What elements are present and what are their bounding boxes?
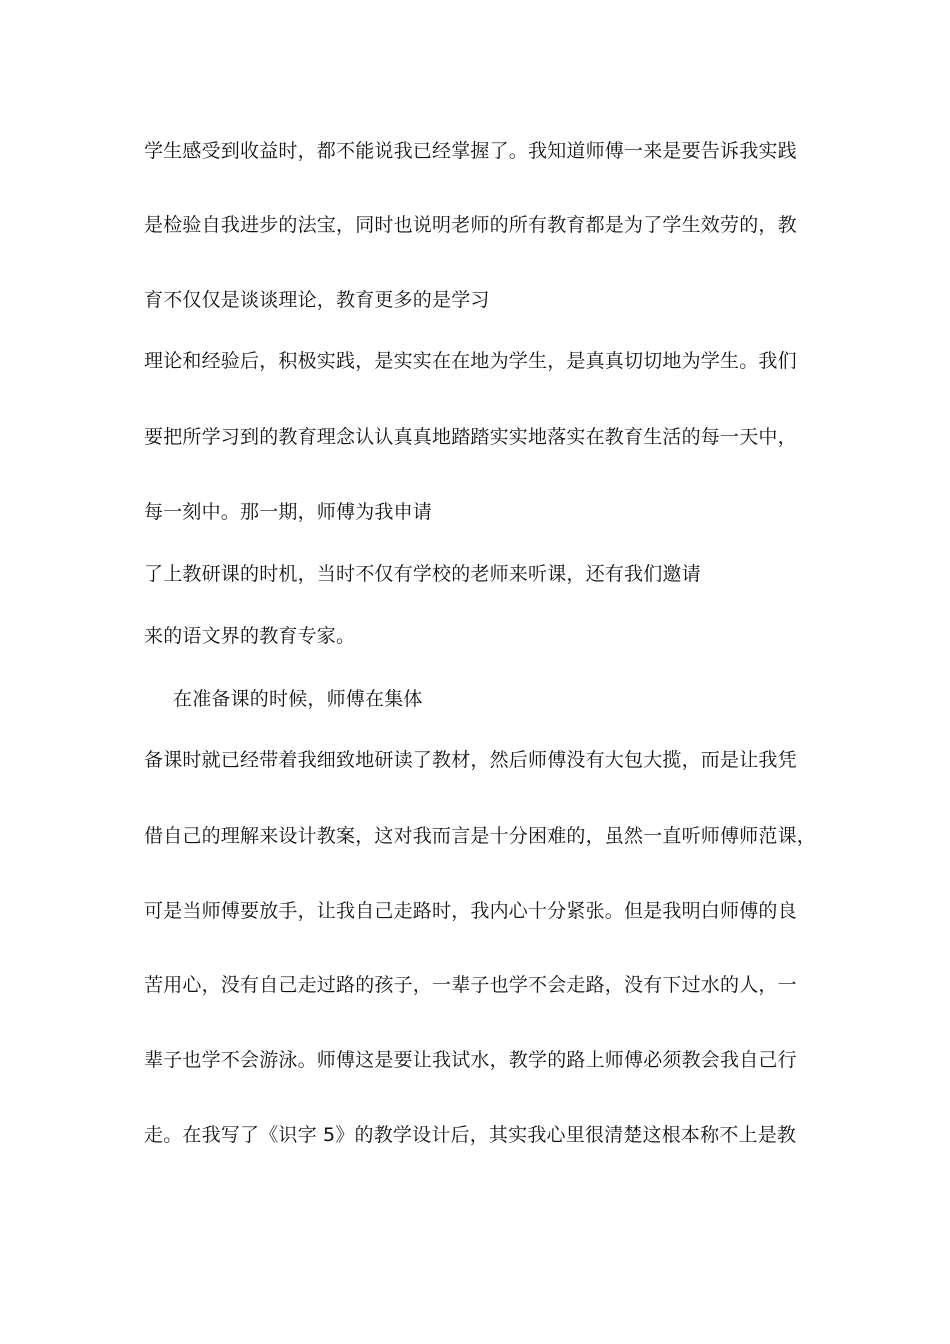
text-line: 走。在我写了《识字 5》的教学设计后，其实我心里很清楚这根本称不上是教 (144, 1124, 797, 1146)
text-line: 每一刻中。那一期，师傅为我申请 (144, 501, 433, 523)
text-line: 是检验自我进步的法宝，同时也说明老师的所有教育都是为了学生效劳的，教 (144, 214, 797, 236)
text-line: 辈子也学不会游泳。师傅这是要让我试水，教学的路上师傅必须教会我自己行 (144, 1049, 797, 1071)
text-line: 育不仅仅是谈谈理论，教育更多的是学习 (144, 289, 490, 311)
text-line: 来的语文界的教育专家。 (144, 625, 356, 647)
text-line: 苦用心，没有自己走过路的孩子，一辈子也学不会走路，没有下过水的人，一 (144, 974, 797, 996)
paragraph-start-line: 在准备课的时候，师傅在集体 (173, 688, 423, 710)
text-line: 学生感受到收益时，都不能说我已经掌握了。我知道师傅一来是要告诉我实践 (144, 140, 797, 162)
text-line: 借自己的理解来设计教案，这对我而言是十分困难的，虽然一直听师傅师范课， (144, 825, 817, 847)
text-line: 了上教研课的时机，当时不仅有学校的老师来听课，还有我们邀请 (144, 563, 701, 585)
text-line: 理论和经验后，积极实践，是实实在在地为学生，是真真切切地为学生。我们 (144, 350, 797, 372)
text-line: 备课时就已经带着我细致地研读了教材，然后师傅没有大包大揽，而是让我凭 (144, 749, 797, 771)
text-line: 要把所学习到的教育理念认认真真地踏踏实实地落实在教育生活的每一天中， (144, 426, 797, 448)
text-line: 可是当师傅要放手，让我自己走路时，我内心十分紧张。但是我明白师傅的良 (144, 900, 797, 922)
